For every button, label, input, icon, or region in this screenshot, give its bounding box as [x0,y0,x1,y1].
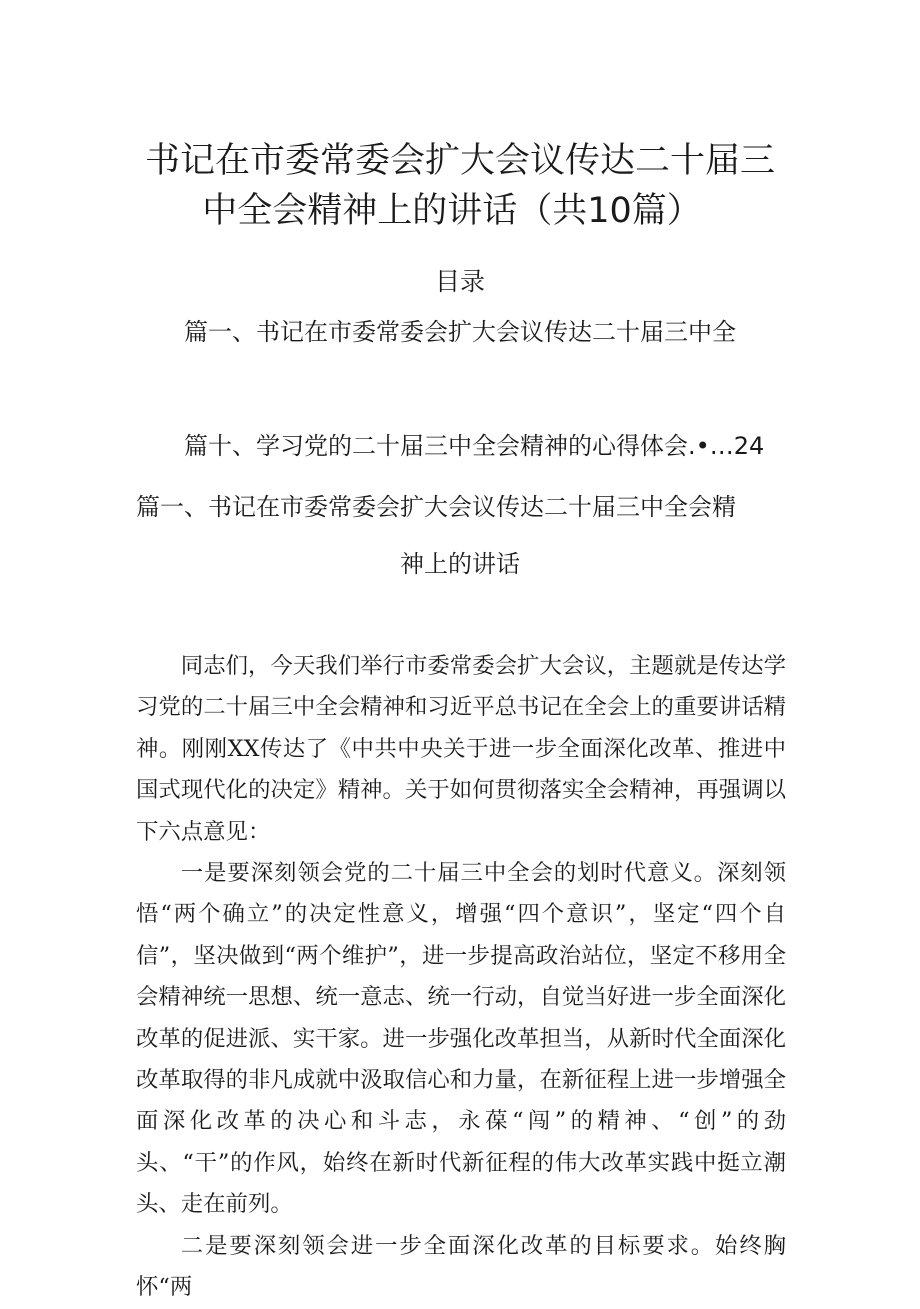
body-paragraph-2: 一是要深刻领会党的二十届三中全会的划时代意义。深刻领悟“两个确立”的决定性意义，增强“四个意识”，坚定“四个自信”，坚决做到“两个维护”，进一步提高政治站位，坚定不移用全会精神统一思想、统一意志、统一行动，自觉当好进一步全面深化改革的促进派、实干家。进一步强化改革担当，从新时代全面深化改革取得的非凡成就中汲取信心和力量，在新征程上进一步增强全面深化改革的决心和斗志，永葆“闯”的精神、“创”的劲头、“干”的作风，始终在新时代新征程的伟大改革实践中挺立潮头、走在前列。 [136,860,786,1218]
body-paragraph-1: 同志们，今天我们举行市委常委会扩大会议，主题就是传达学习党的二十届三中全会精神和习近平总书记在全会上的重要讲话精神。刚刚XX传达了《中共中央关于进一步全面深化改革、推进中国式现代化的决定》精神。关于如何贯彻落实全会精神，再强调以下六点意见： [136,653,786,845]
body-paragraph-3: 二是要深刻领会进一步全面深化改革的目标要求。始终胸怀“两 [136,1232,786,1301]
toc-item-10[interactable]: 篇十、学习党的二十届三中全会精神的心得体会.•…24 [184,432,765,460]
toc-item-1[interactable]: 篇一、书记在市委常委会扩大会议传达二十届三中全 [184,318,736,346]
document-title-line-2: 中全会精神上的讲话（共10篇） [202,191,702,231]
body-text [136,646,786,1309]
section-heading-line-2: 神上的讲话 [400,550,520,578]
toc-heading: 目录 [434,267,485,296]
section-heading-line-1: 篇一、书记在市委常委会扩大会议传达二十届三中全会精 [136,493,736,521]
document-title-line-1: 书记在市委常委会扩大会议传达二十届三 [144,141,775,181]
